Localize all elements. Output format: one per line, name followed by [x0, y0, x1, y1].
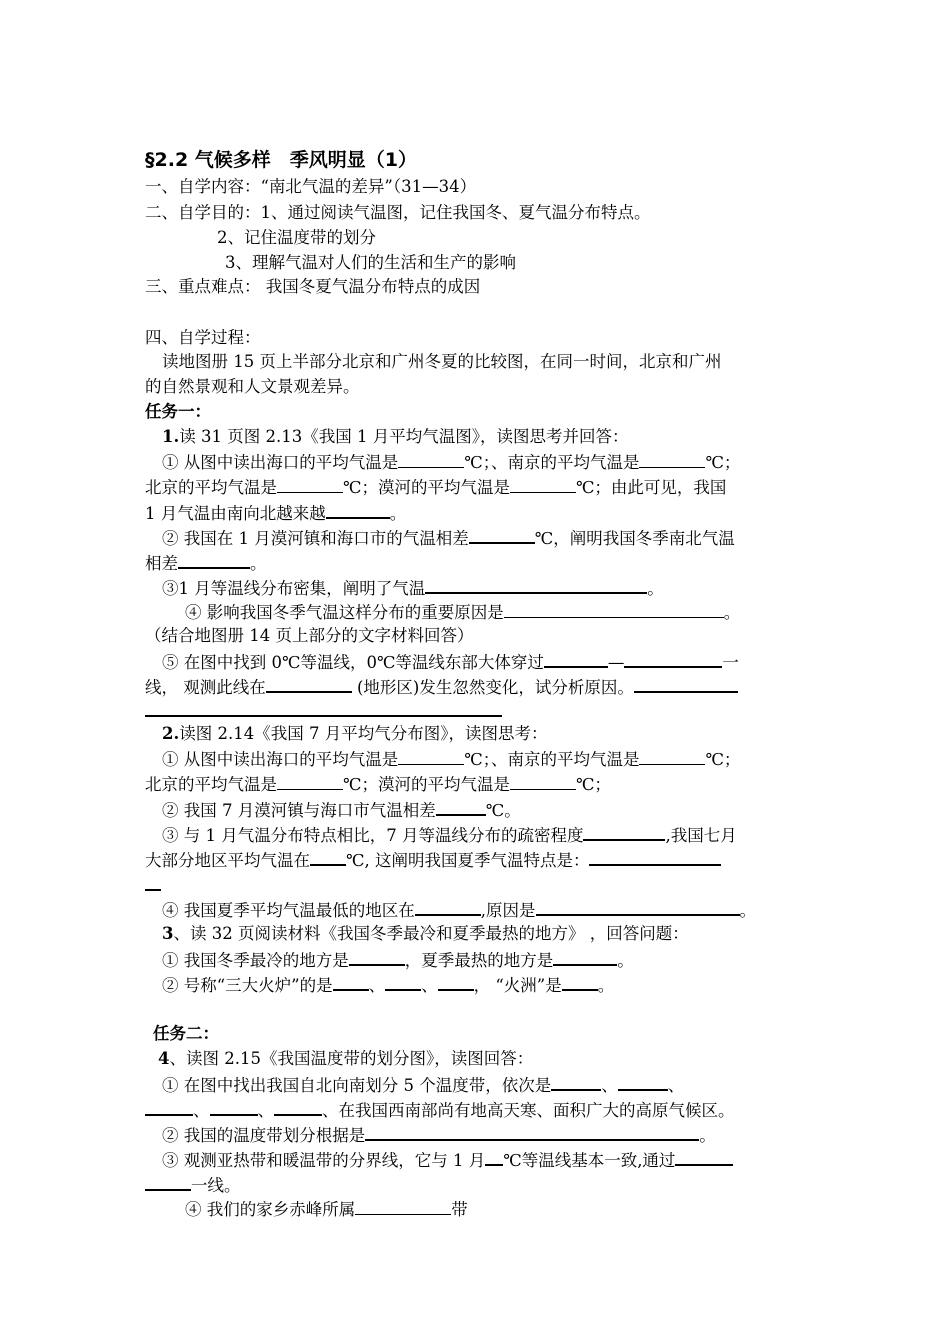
answer-blank[interactable] — [485, 1147, 503, 1166]
q2-a3-line1: ③ 与 1 月气温分布特点相比，7 月等温线分布的疏密程度 ,我国七月 — [162, 822, 737, 848]
q1-title-line — [162, 425, 628, 449]
intro-line-1: 读地图册 15 页上半部分北京和广州冬夏的比较图，在同一时间，北京和广州 — [162, 352, 722, 371]
q1-a1-line1: ① 从图中读出海口的平均气温是 ℃；、南京的平均气温是 ℃； — [162, 450, 740, 475]
q2-a4-line: ④ 我国夏季平均气温最低的地区在 ,原因是 。 — [162, 897, 756, 923]
answer-blank[interactable] — [639, 747, 705, 765]
q1-a1-line2: 北京的平均气温是 ℃；漠河的平均气温是 ℃；由此可见，我国 — [145, 475, 726, 500]
q1-a3-line: ③1 月等温线分布密集，阐明了气温 。 — [162, 575, 664, 601]
q2-a1-line1: ① 从图中读出海口的平均气温是 ℃；、南京的平均气温是 ℃； — [162, 747, 740, 772]
answer-blank[interactable] — [415, 897, 481, 916]
q1-a4-line: ④ 影响我国冬季气温这样分布的重要原因是 。 — [185, 600, 740, 625]
answer-blank[interactable] — [178, 550, 250, 569]
answer-blank[interactable] — [210, 1097, 258, 1116]
q3-a1-line: ① 我国冬季最冷的地方是 ，夏季最热的地方是 。 — [162, 947, 634, 973]
q1-title: 读 31 页图 2.13《我国 1 月平均气温图》，读图思考并回答： — [179, 427, 629, 446]
answer-blank[interactable] — [425, 575, 647, 594]
answer-blank[interactable] — [562, 972, 598, 991]
answer-blank[interactable] — [145, 1172, 191, 1191]
q2-a3-line2: 大部分地区平均气温在 ℃, 这阐明我国夏季气温特点是： — [145, 847, 721, 873]
key-difficulty: 三、重点难点： 我国冬夏气温分布特点的成因 — [145, 277, 481, 296]
answer-blank[interactable] — [274, 1097, 322, 1116]
answer-blank[interactable] — [469, 525, 535, 544]
answer-rule[interactable] — [145, 715, 502, 717]
answer-blank[interactable] — [436, 797, 486, 816]
q4-a3-line2: 一线。 — [145, 1172, 241, 1198]
q4-number: 4 — [158, 1049, 170, 1068]
answer-blank[interactable] — [277, 772, 343, 790]
q1-a1-line3: 1 月气温由南向北越来越 。 — [145, 500, 406, 526]
self-study-goal-3: 3、理解气温对人们的生活和生产的影响 — [225, 253, 516, 272]
q3-number: 3 — [162, 924, 174, 943]
q2-number: 2. — [162, 724, 180, 743]
answer-blank[interactable] — [438, 972, 474, 991]
q4-a4-line: ④ 我们的家乡赤峰所属 带 — [185, 1197, 468, 1222]
page-title: §2.2 气候多样 季风明显（1） — [145, 149, 417, 171]
self-study-goal-2: 2、记住温度带的划分 — [217, 228, 376, 247]
q3-title: 、读 32 页阅读材料《我国冬季最冷和夏季最热的地方》 ，回答问题： — [173, 924, 689, 943]
answer-blank[interactable] — [385, 972, 421, 991]
q2-a2-line: ② 我国 7 月漠河镇与海口市气温相差 ℃。 — [162, 797, 521, 823]
q2-title: 读图 2.14《我国 7 月平均气分布图》，读图思考： — [179, 724, 548, 743]
answer-blank[interactable] — [277, 475, 343, 493]
q1-number: 1. — [162, 427, 180, 446]
answer-blank[interactable] — [510, 772, 576, 790]
answer-blank[interactable] — [536, 897, 740, 916]
task1-heading: 任务一： — [145, 402, 211, 421]
answer-blank[interactable] — [326, 500, 390, 519]
answer-blank[interactable] — [349, 947, 405, 966]
answer-blank[interactable] — [145, 1097, 193, 1116]
q1-a5-line1: ⑤ 在图中找到 0℃等温线，0℃等温线东部大体穿过 — 一 — [162, 649, 739, 675]
answer-blank[interactable] — [624, 649, 722, 668]
answer-blank[interactable] — [510, 475, 576, 493]
answer-blank[interactable] — [365, 1122, 699, 1141]
q3-title-line — [162, 922, 689, 946]
self-study-goal-1: 二、自学目的：1、通过阅读气温图，记住我国冬、夏气温分布特点。 — [145, 203, 651, 222]
q1-a4-note: （结合地图册 14 页上部分的文字材料回答） — [145, 626, 474, 645]
q4-a1-line2: 、 、 、在我国西南部尚有地高天寒、面积广大的高原气候区。 — [145, 1097, 735, 1123]
answer-blank[interactable] — [618, 1072, 668, 1091]
q4-a3-line1: ③ 观测亚热带和暖温带的分界线，它与 1 月 ℃等温线基本一致,通过 — [162, 1147, 733, 1173]
answer-blank[interactable] — [634, 674, 738, 693]
answer-rule[interactable] — [145, 889, 161, 891]
answer-blank[interactable] — [398, 747, 464, 765]
answer-blank[interactable] — [266, 674, 352, 693]
answer-blank[interactable] — [639, 450, 705, 468]
intro-line-2: 的自然景观和人文景观差异。 — [145, 377, 360, 396]
answer-blank[interactable] — [504, 600, 724, 618]
q2-title-line — [162, 722, 547, 746]
answer-blank[interactable] — [589, 847, 721, 866]
self-study-content: 一、自学内容：“南北气温的差异”（31—34） — [145, 177, 477, 196]
q4-title: 、读图 2.15《我国温度带的划分图》，读图回答： — [169, 1049, 534, 1068]
answer-blank[interactable] — [544, 649, 608, 668]
answer-blank[interactable] — [355, 1197, 451, 1215]
answer-blank[interactable] — [333, 972, 369, 991]
q1-a2-line1: ② 我国在 1 月漠河镇和海口市的气温相差 ℃，阐明我国冬季南北气温 — [162, 525, 735, 551]
answer-blank[interactable] — [551, 1072, 601, 1091]
q1-a5-line2: 线， 观测此线在 (地形区)发生忽然变化，试分析原因。 — [145, 674, 738, 700]
task2-heading: 任务二： — [153, 1024, 219, 1043]
q2-a1-line2: 北京的平均气温是 ℃；漠河的平均气温是 ℃； — [145, 772, 611, 797]
q4-title-line — [158, 1047, 533, 1071]
q4-a1-line1: ① 在图中找出我国自北向南划分 5 个温度带，依次是 、 、 — [162, 1072, 684, 1098]
answer-blank[interactable] — [675, 1147, 733, 1166]
q1-a2-line2: 相差 。 — [145, 550, 267, 576]
answer-blank[interactable] — [583, 822, 665, 841]
q4-a2-line: ② 我国的温度带划分根据是 。 — [162, 1122, 716, 1148]
process-heading: 四、自学过程： — [145, 328, 261, 347]
answer-blank[interactable] — [310, 847, 346, 866]
answer-blank[interactable] — [398, 450, 464, 468]
answer-blank[interactable] — [553, 947, 617, 966]
q3-a2-line: ② 号称“三大火炉”的是 、 、 ， “火洲”是 。 — [162, 972, 614, 998]
